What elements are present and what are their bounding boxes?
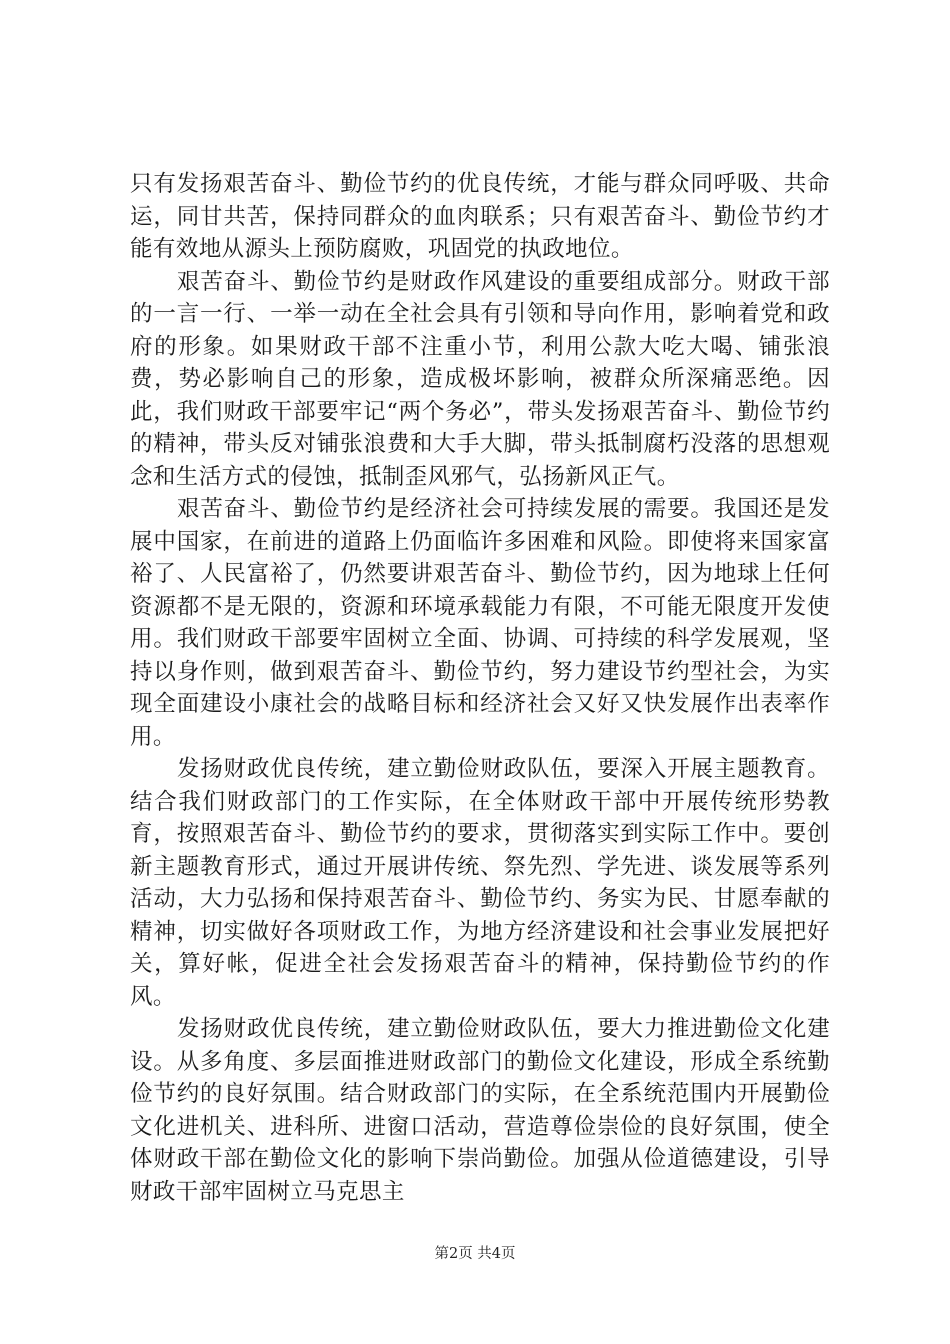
paragraph-3: 艰苦奋斗、勤俭节约是经济社会可持续发展的需要。我国还是发展中国家，在前进的道路上仍面临许多困难和风险。即使将来国家富裕了、人民富裕了，仍然要讲艰苦奋斗、勤俭节约，因为地球上任何资源都不是无限的，资源和环境承载能力有限，不可能无限度开发使用。我们财政干部要牢固树立全面、协调、可持续的科学发展观，坚持以身作则，做到艰苦奋斗、勤俭节约，努力建设节约型社会，为实现全面建设小康社会的战略目标和经济社会又好又快发展作出表率作用。 [130,496,830,750]
paragraph-5: 发扬财政优良传统，建立勤俭财政队伍，要大力推进勤俭文化建设。从多角度、多层面推进财政部门的勤俭文化建设，形成全系统勤俭节约的良好氛围。结合财政部门的实际，在全系统范围内开展勤俭文化进机关、进科所、进窗口活动，营造尊俭崇俭的良好氛围，使全体财政干部在勤俭文化的影响下崇尚勤俭。加强从俭道德建设，引导财政干部牢固树立马克思主 [130,1016,830,1205]
paragraph-2: 艰苦奋斗、勤俭节约是财政作风建设的重要组成部分。财政干部的一言一行、一举一动在全社会具有引领和导向作用，影响着党和政府的形象。如果财政干部不注重小节，利用公款大吃大喝、铺张浪费，势必影响自己的形象，造成极坏影响，被群众所深痛恶绝。因此，我们财政干部要牢记“两个务必”，带头发扬艰苦奋斗、勤俭节约的精神，带头反对铺张浪费和大手大脚，带头抵制腐朽没落的思想观念和生活方式的侵蚀，抵制歪风邪气，弘扬新风正气。 [130,268,830,490]
paragraph-1: 只有发扬艰苦奋斗、勤俭节约的优良传统，才能与群众同呼吸、共命运，同甘共苦，保持同群众的血肉联系；只有艰苦奋斗、勤俭节约才能有效地从源头上预防腐败，巩固党的执政地位。 [130,171,830,262]
page-number-footer: 第2页 共4页 [434,1246,516,1262]
paragraph-4: 发扬财政优良传统，建立勤俭财政队伍，要深入开展主题教育。结合我们财政部门的工作实际，在全体财政干部中开展传统形势教育，按照艰苦奋斗、勤俭节约的要求，贯彻落实到实际工作中。要创新主题教育形式，通过开展讲传统、祭先烈、学先进、谈发展等系列活动，大力弘扬和保持艰苦奋斗、勤俭节约、务实为民、甘愿奉献的精神，切实做好各项财政工作，为地方经济建设和社会事业发展把好关，算好帐，促进全社会发扬艰苦奋斗的精神，保持勤俭节约的作风。 [130,756,830,1010]
document-body [130,168,830,1208]
